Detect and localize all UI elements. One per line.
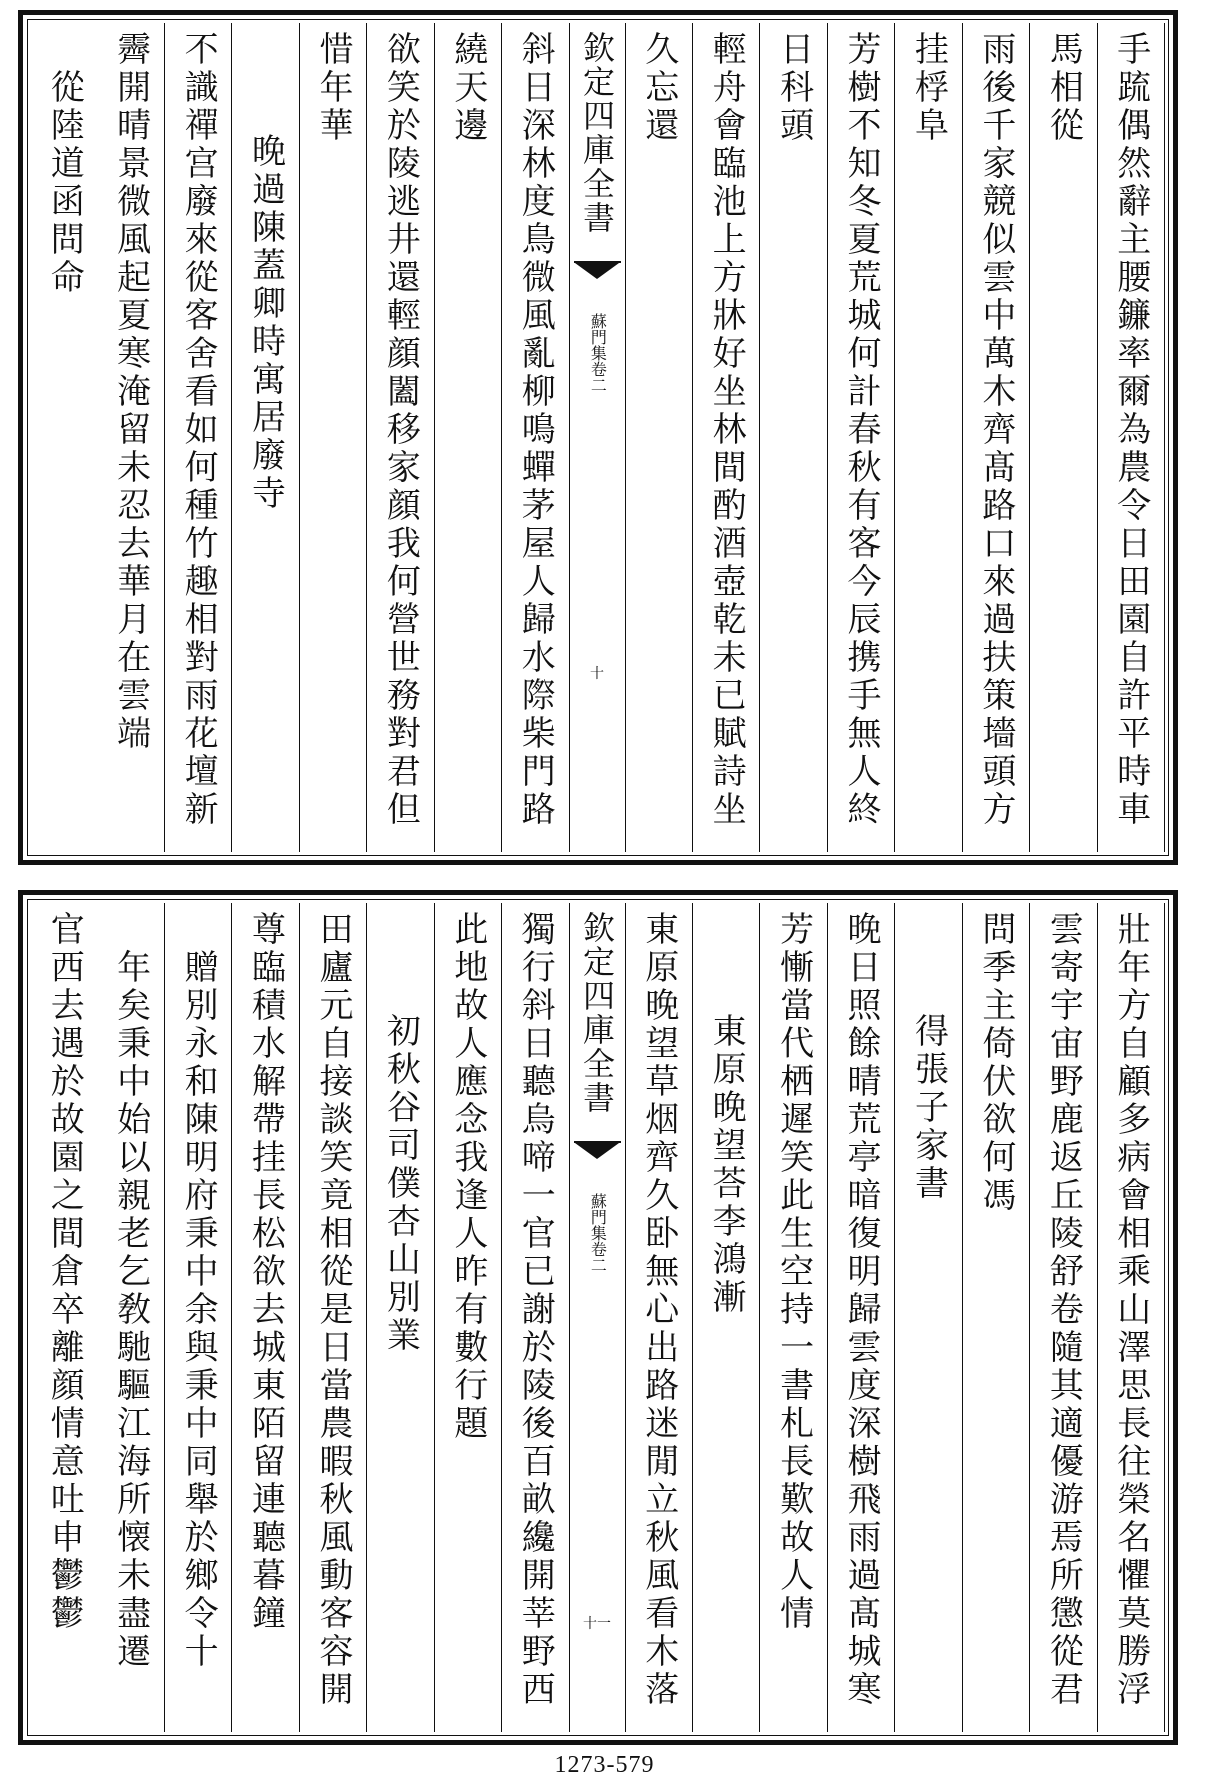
text-column (828, 23, 895, 852)
verse-line: 壯年方自顧多病會相乘山澤思長往榮名懼莫勝浮 (1110, 911, 1151, 1709)
text-column (693, 903, 760, 1732)
verse-line: 雲寄宇宙野鹿返丘陵舒卷隨其適優游焉所懲從君 (1043, 911, 1084, 1709)
verse-line: 官西去遇於故園之間倉卒離顔情意吐申鬱鬱 (44, 911, 85, 1633)
volume-name: 卷二 (588, 361, 608, 393)
verse-line: 輕舟會臨池上方牀好坐林間酌酒壺乾未已賦詩坐 (706, 31, 747, 829)
verse-line: 久忘還 (638, 31, 679, 145)
text-column (97, 23, 164, 852)
text-column (895, 23, 962, 852)
verse-line: 繞天邊 (447, 31, 488, 145)
poem-title: 東原晚望荅李鴻漸 (706, 1013, 747, 1317)
text-column (760, 23, 827, 852)
verse-line: 東原晚望草烟齊久卧無心出路迷閒立秋風看木落 (638, 911, 679, 1709)
fish-tail-ornament-icon (574, 261, 621, 289)
poem-title: 初秋谷司僕杏山別業 (380, 1013, 421, 1355)
verse-line: 手䟽偶然辭主腰鐮率爾為農令日田園自許平時車 (1110, 31, 1151, 829)
text-column (895, 903, 962, 1732)
gutter-title: 欽定四庫全書 (578, 911, 616, 1115)
text-column (300, 23, 367, 852)
text-column (502, 23, 569, 852)
page-gutter (570, 23, 626, 852)
text-column (502, 903, 569, 1732)
text-column (232, 23, 299, 852)
text-column (300, 903, 367, 1732)
verse-line: 芳樹不知冬夏荒城何計春秋有客今辰携手無人終 (841, 31, 882, 829)
verse-line: 田廬元自接談笑竟相從是日當農暇秋風動客容開 (312, 911, 353, 1709)
verse-line: 欲笑於陵逃井還輕顔闔移家顔我何營世務對君但 (380, 31, 421, 829)
text-column (626, 23, 693, 852)
verse-line: 尊臨積水解帶挂長松欲去城東陌留連聽暮鐘 (245, 911, 286, 1633)
text-column (1098, 23, 1165, 852)
verse-line: 斜日深林度鳥微風亂柳鳴蟬茅屋人歸水際柴門路 (515, 31, 556, 829)
verse-line: 霽開晴景微風起夏寒淹留未忍去華月在雲端 (110, 31, 151, 753)
volume-name: 卷二 (588, 1241, 608, 1273)
gutter-title: 欽定四庫全書 (578, 31, 616, 235)
text-column (1098, 903, 1165, 1732)
text-column (626, 903, 693, 1732)
text-column (435, 903, 502, 1732)
top-page-columns (31, 23, 1165, 852)
verse-line: 雨後千家競似雲中萬木齊髙路口來過扶策墻頭方 (975, 31, 1016, 829)
leaf-number: 十一 (583, 1616, 611, 1632)
text-column (165, 903, 232, 1732)
text-column (1030, 903, 1097, 1732)
verse-line: 晚日照餘晴荒亭暗復明歸雲度深樹飛雨過髙城寒 (841, 911, 882, 1709)
text-column (693, 23, 760, 852)
verse-line: 問季主倚伏欲何馮 (975, 911, 1016, 1215)
poem-title: 得張子家書 (908, 1013, 949, 1203)
text-column (367, 23, 434, 852)
verse-line: 從陸道函問命 (44, 69, 85, 297)
text-column (963, 23, 1030, 852)
verse-line: 不識禪宫廢來從客舍看如何種竹趣相對雨花壇新 (178, 31, 219, 829)
fish-tail-ornament-icon (574, 1141, 621, 1169)
text-column (232, 903, 299, 1732)
text-column (367, 903, 434, 1732)
verse-line: 贈別永和陳明府秉中余與秉中同舉於鄉令十 (178, 949, 219, 1671)
bottom-page (18, 890, 1178, 1745)
text-column (165, 23, 232, 852)
text-column (828, 903, 895, 1732)
bottom-page-columns (31, 903, 1165, 1732)
leaf-number: 十 (590, 666, 604, 682)
page-number: 1273-579 (554, 1752, 655, 1778)
poem-title: 晚過陳蓋卿時寓居廢寺 (245, 133, 286, 513)
text-column (31, 23, 97, 852)
collection-name: 蘇門集 (588, 1193, 608, 1241)
verse-line: 芳慚當代栖遲笑此生空持一書札長歎故人情 (773, 911, 814, 1633)
verse-line: 年矣秉中始以親老乞敎馳驅江海所懐未盡遷 (110, 949, 151, 1671)
verse-line: 馬相從 (1043, 31, 1084, 145)
verse-line: 惜年華 (312, 31, 353, 145)
top-page (18, 10, 1178, 865)
text-column (31, 903, 97, 1732)
text-column (963, 903, 1030, 1732)
text-column (435, 23, 502, 852)
text-column (1030, 23, 1097, 852)
collection-name: 蘇門集 (588, 313, 608, 361)
page-gutter (570, 903, 626, 1732)
gutter-collection (589, 1193, 606, 1273)
text-column (97, 903, 164, 1732)
verse-line: 此地故人應念我逢人昨有數行題 (447, 911, 488, 1443)
gutter-collection (589, 313, 606, 393)
verse-line: 日科頭 (773, 31, 814, 145)
verse-line: 獨行斜日聽烏啼一官已謝於陵後百畝纔開莘野西 (515, 911, 556, 1709)
verse-line: 挂桴阜 (908, 31, 949, 145)
text-column (760, 903, 827, 1732)
